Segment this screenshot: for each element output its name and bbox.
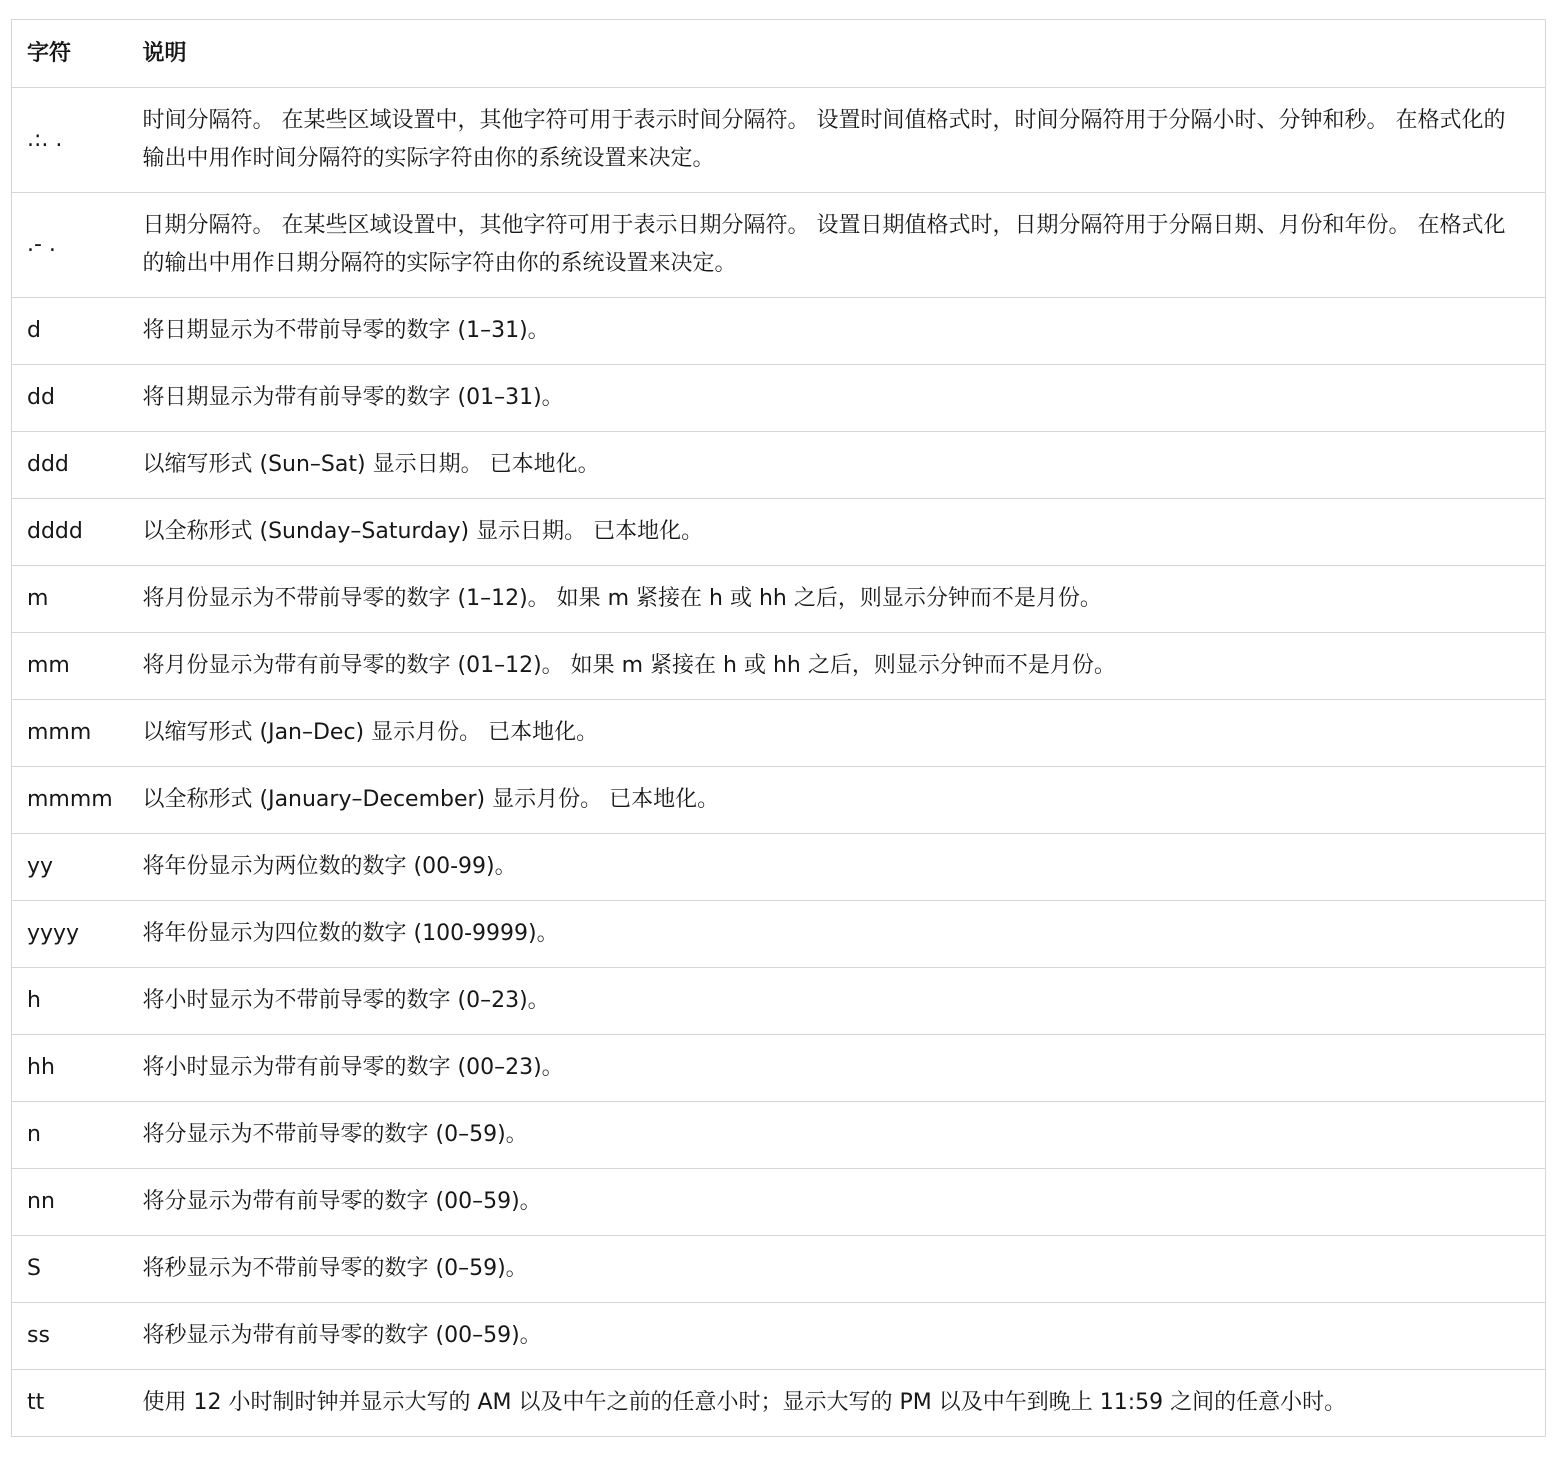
cell-description: 以全称形式 (Sunday–Saturday) 显示日期。 已本地化。 — [128, 499, 1546, 566]
table-row — [12, 1303, 1546, 1370]
cell-character: d — [12, 298, 128, 365]
cell-character: ss — [12, 1303, 128, 1370]
cell-description: 将日期显示为带有前导零的数字 (01–31)。 — [128, 365, 1546, 432]
cell-character: mmm — [12, 700, 128, 767]
cell-character: mmmm — [12, 767, 128, 834]
cell-description: 日期分隔符。 在某些区域设置中，其他字符可用于表示日期分隔符。 设置日期值格式时，日期分隔符用于分隔日期、月份和年份。 在格式化的输出中用作日期分隔符的实际字符由你的系统设置来决定。 — [128, 193, 1546, 298]
cell-description: 以缩写形式 (Sun–Sat) 显示日期。 已本地化。 — [128, 432, 1546, 499]
table-row — [12, 901, 1546, 968]
table-row — [12, 834, 1546, 901]
table-row — [12, 499, 1546, 566]
cell-description: 将分显示为带有前导零的数字 (00–59)。 — [128, 1169, 1546, 1236]
cell-description: 将年份显示为四位数的数字 (100-9999)。 — [128, 901, 1546, 968]
cell-character: .- . — [12, 193, 128, 298]
cell-description: 使用 12 小时制时钟并显示大写的 AM 以及中午之前的任意小时；显示大写的 PM 以及中午到晚上 11:59 之间的任意小时。 — [128, 1370, 1546, 1437]
cell-character: yy — [12, 834, 128, 901]
header-description: 说明 — [128, 20, 1546, 88]
cell-description: 将秒显示为不带前导零的数字 (0–59)。 — [128, 1236, 1546, 1303]
document-body — [11, 19, 1545, 1437]
cell-description: 将小时显示为带有前导零的数字 (00–23)。 — [128, 1035, 1546, 1102]
cell-character: tt — [12, 1370, 128, 1437]
table-row — [12, 566, 1546, 633]
cell-character: mm — [12, 633, 128, 700]
cell-description: 将秒显示为带有前导零的数字 (00–59)。 — [128, 1303, 1546, 1370]
cell-description: 以全称形式 (January–December) 显示月份。 已本地化。 — [128, 767, 1546, 834]
cell-character: hh — [12, 1035, 128, 1102]
table-row — [12, 193, 1546, 298]
cell-character: ddd — [12, 432, 128, 499]
cell-description: 将日期显示为不带前导零的数字 (1–31)。 — [128, 298, 1546, 365]
cell-description: 将月份显示为不带前导零的数字 (1–12)。 如果 m 紧接在 h 或 hh 之后，则显示分钟而不是月份。 — [128, 566, 1546, 633]
table-row — [12, 1102, 1546, 1169]
table-row — [12, 88, 1546, 193]
table-row — [12, 432, 1546, 499]
cell-character: yyyy — [12, 901, 128, 968]
table-row — [12, 1370, 1546, 1437]
cell-description: 将小时显示为不带前导零的数字 (0–23)。 — [128, 968, 1546, 1035]
table-row — [12, 968, 1546, 1035]
cell-character: dd — [12, 365, 128, 432]
table-row — [12, 1035, 1546, 1102]
table-row — [12, 365, 1546, 432]
table-row — [12, 1169, 1546, 1236]
cell-description: 将分显示为不带前导零的数字 (0–59)。 — [128, 1102, 1546, 1169]
cell-character: n — [12, 1102, 128, 1169]
table-row — [12, 1236, 1546, 1303]
table-header-row — [12, 20, 1546, 88]
table-row — [12, 700, 1546, 767]
table-row — [12, 633, 1546, 700]
cell-character: dddd — [12, 499, 128, 566]
table-row — [12, 767, 1546, 834]
cell-description: 时间分隔符。 在某些区域设置中，其他字符可用于表示时间分隔符。 设置时间值格式时，时间分隔符用于分隔小时、分钟和秒。 在格式化的输出中用作时间分隔符的实际字符由你的系统设置来决定。 — [128, 88, 1546, 193]
cell-character: m — [12, 566, 128, 633]
cell-description: 将年份显示为两位数的数字 (00-99)。 — [128, 834, 1546, 901]
cell-character: nn — [12, 1169, 128, 1236]
cell-character: h — [12, 968, 128, 1035]
header-character: 字符 — [12, 20, 128, 88]
cell-character: S — [12, 1236, 128, 1303]
cell-description: 以缩写形式 (Jan–Dec) 显示月份。 已本地化。 — [128, 700, 1546, 767]
table-row — [12, 298, 1546, 365]
cell-description: 将月份显示为带有前导零的数字 (01–12)。 如果 m 紧接在 h 或 hh 之后，则显示分钟而不是月份。 — [128, 633, 1546, 700]
format-characters-table — [11, 19, 1546, 1437]
cell-character: .:. . — [12, 88, 128, 193]
